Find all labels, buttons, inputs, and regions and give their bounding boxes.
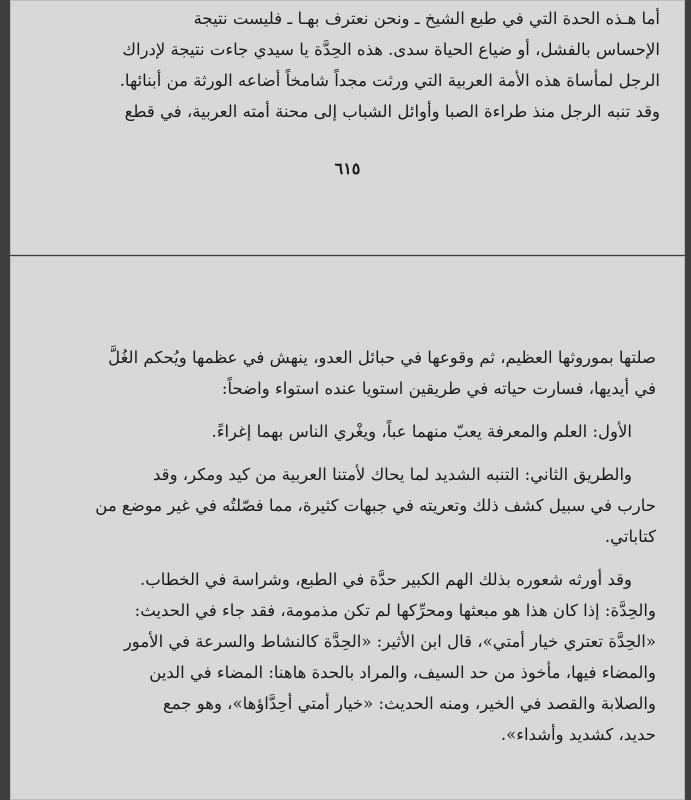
text-line: والطريق الثاني: التنبه الشديد لما يحاك لأمتنا العربية من كيد ومكر، وقد <box>153 465 632 484</box>
text-line: الإحساس بالفشل، أو ضياع الحياة سدى. هذه الحِدَّة يا سيدي جاءت نتيجة لإدراك <box>122 40 660 59</box>
text-line: أما هـذه الحدة التي في طبع الشيخ ـ ونحن نعترف بهـا ـ فليست نتيجة <box>193 9 660 28</box>
text-line: كتاباتي. <box>604 527 656 546</box>
upper-page-text <box>29 3 660 127</box>
text-line: حديد، كشديد وأشداء». <box>500 725 656 744</box>
lower-page-text <box>35 342 656 750</box>
text-line: والصلابة والقصد في الخير، ومنه الحديث: «خيار أمتي أحِدَّاؤها»، وهو جمع <box>162 694 656 713</box>
upper-page <box>10 0 685 255</box>
text-line: الأول: العلم والمعرفة يعبّ منهما عباً، ويغْري الناس بهما إغراءً. <box>211 422 632 441</box>
text-line: وقد أورثه شعوره بذلك الهم الكبير حدَّة في الطبع، وشراسة في الخطاب. <box>139 570 632 589</box>
text-line: والحِدَّة: إذا كان هذا هو مبعثها ومحرِّكها لم تكن مذمومة، فقد جاء في الحديث: <box>134 601 656 620</box>
text-line: «الحِدَّة تعتري خيار أمتي»، قال ابن الأثير: «الحِدَّة كالنشاط والسرعة في الأمور <box>123 632 656 651</box>
text-line: حارب في سبيل كشف ذلك وتعريته في جبهات كثيرة، مما فصّلتُه في غير موضع من <box>95 496 656 515</box>
text-line: الرجل لمأساة هذه الأمة العربية التي ورثت مجداً شامخاً أضاعه الورثة من أبنائها. <box>119 71 660 90</box>
lower-page <box>10 256 685 800</box>
text-line: وقد تنبه الرجل منذ طراءة الصبا وأوائل الشباب إلى محنة أمته العربية، في قطع <box>124 102 660 121</box>
text-line: صلتها بموروثها العظيم، ثم وقوعها في حبائل العدو، ينهش في عظمها ويُحكم الغُلَّ <box>108 348 656 367</box>
page-number: ٦١٥ <box>334 159 361 178</box>
text-line: والمضاء فيها، مأخوذ من حد السيف، والمراد بالحدة هاهنا: المضاء في الدين <box>149 663 656 682</box>
text-line: في أيديها، فسارت حياته في طريقين استويا عنده استواء واضحاً: <box>221 379 656 398</box>
